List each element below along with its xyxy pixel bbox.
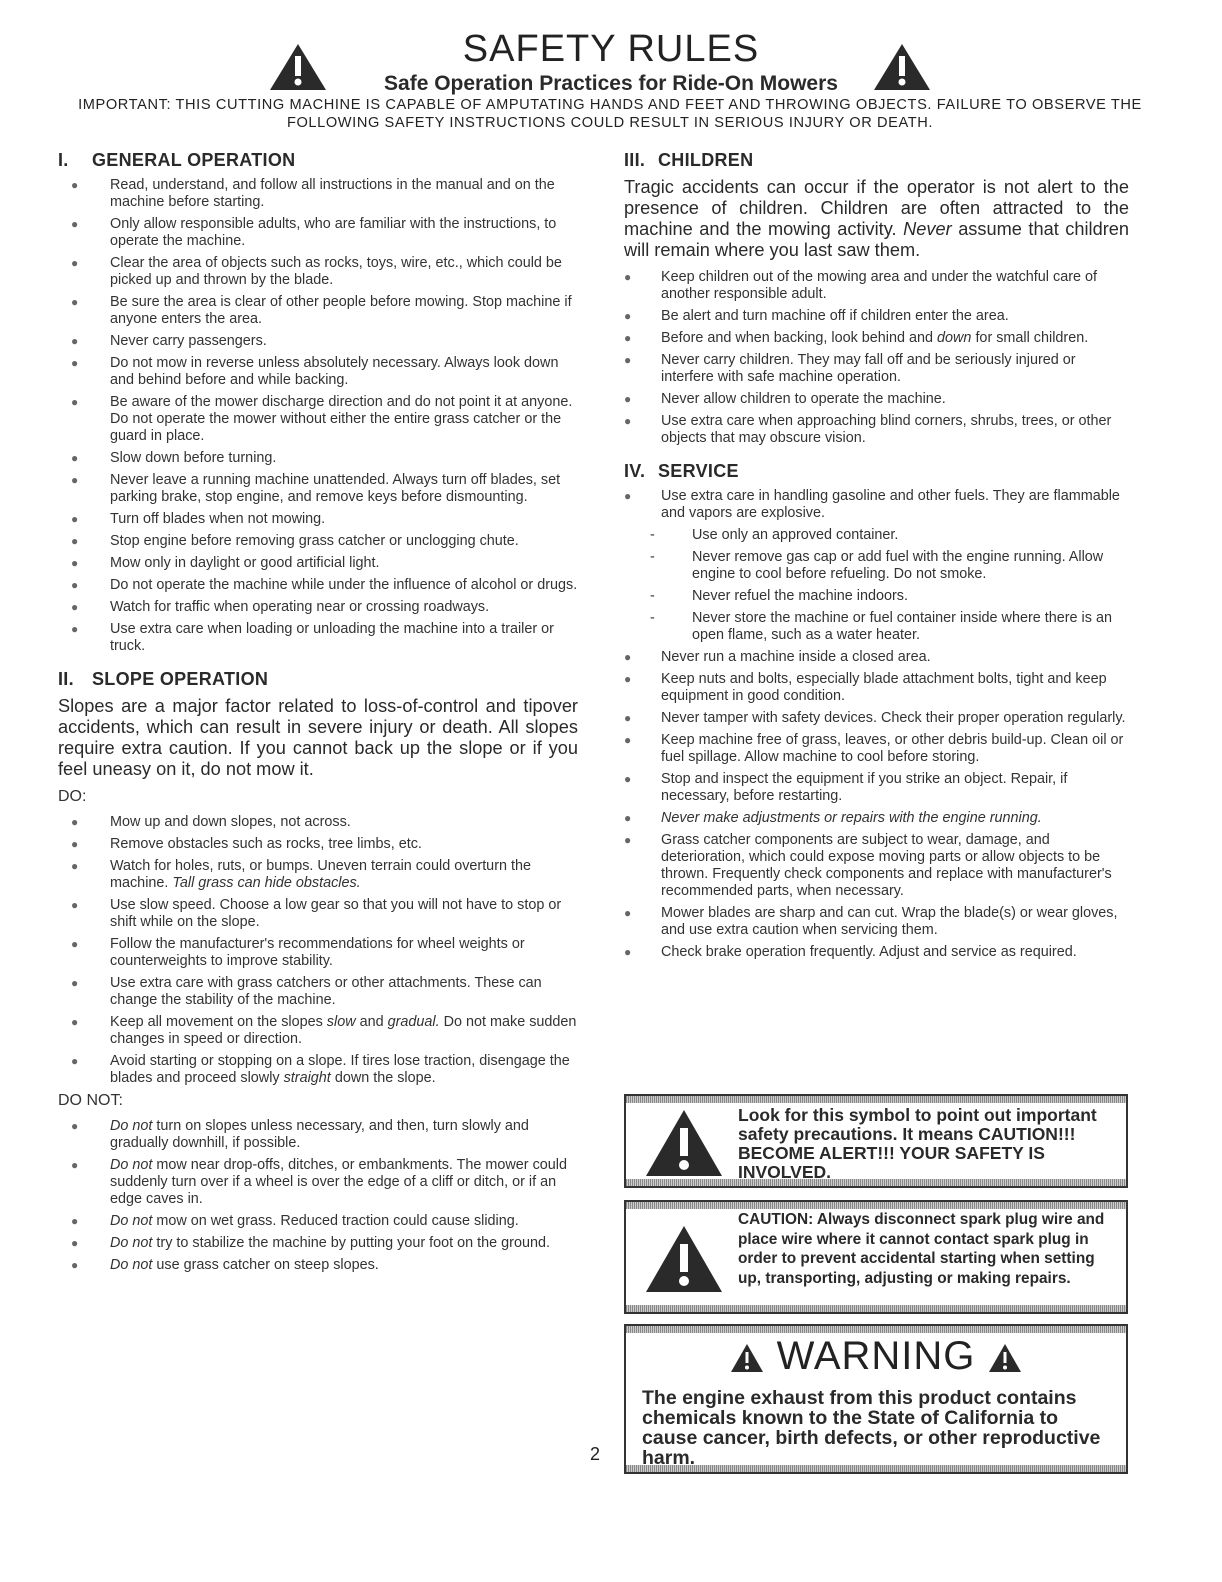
fuel-sublist — [624, 527, 1129, 644]
warning-box — [624, 1324, 1128, 1474]
list-item: ● Mow up and down slopes, not across. — [71, 814, 351, 830]
list-item: ● Stop engine before removing grass catcher or unclogging chute. — [71, 533, 519, 549]
warning-triangle-icon — [730, 1343, 764, 1373]
list-item: ● Keep children out of the mowing area and under the watchful care of another responsible adult. — [624, 269, 1097, 302]
list-item: ● Use slow speed. Choose a low gear so that you will not have to stop or shift while on the slope. — [71, 897, 562, 930]
list-item: ● Mow only in daylight or good artificial light. — [71, 555, 380, 571]
list-item: ● Do not mow in reverse unless absolutely necessary. Always look down and behind before and while backing. — [71, 355, 559, 388]
service-list — [624, 488, 1129, 522]
list-item: ● Mower blades are sharp and can cut. Wrap the blade(s) or wear gloves, and use extra caution when servicing them. — [624, 905, 1118, 938]
list-item: ● Never carry children. They may fall off and be seriously injured or interfere with safe machine operation. — [624, 352, 1076, 385]
list-item: ● Use extra care with grass catchers or other attachments. These can change the stability of the machine. — [71, 975, 542, 1008]
list-item: ● Do not use grass catcher on steep slopes. — [71, 1257, 379, 1273]
list-item: ● Never carry passengers. — [71, 333, 267, 349]
service-list — [624, 649, 1129, 961]
list-item: ● Read, understand, and follow all instructions in the manual and on the machine before starting. — [71, 177, 555, 210]
page-subtitle: Safe Operation Practices for Ride-On Mowers — [384, 72, 838, 95]
caution-text: CAUTION: Always disconnect spark plug wire and place wire where it cannot contact spark plug in order to prevent accidental starting when setting up, transporting, adjusting or making repairs. — [738, 1211, 1105, 1287]
warning-title-row — [626, 1334, 1126, 1379]
warning-title: WARNING — [776, 1334, 976, 1378]
list-item: ● Keep nuts and bolts, especially blade attachment bolts, tight and keep equipment in good condition. — [624, 671, 1107, 704]
list-item: ● Before and when backing, look behind and down for small children. — [624, 330, 1089, 346]
warning-triangle-icon — [644, 1108, 724, 1178]
section-heading: II. SLOPE OPERATION — [58, 669, 269, 689]
important-notice: IMPORTANT: THIS CUTTING MACHINE IS CAPABLE OF AMPUTATING HANDS AND FEET AND THROWING OBJECTS. FAILURE TO OBSERVE THE FOLLOWING SAFETY INSTRUCTIONS COULD RESULT IN SERIOUS INJURY OR DEATH. — [78, 97, 1142, 131]
list-item: - Never store the machine or fuel container inside where there is an open flame, such as a water heater. — [650, 610, 1112, 643]
list-item: ● Be alert and turn machine off if children enter the area. — [624, 308, 1009, 324]
children-list — [624, 269, 1129, 447]
list-item: ● Stop and inspect the equipment if you strike an object. Repair, if necessary, before restarting. — [624, 771, 1068, 804]
page-header — [0, 28, 1222, 102]
list-item: ● Do not operate the machine while under the influence of alcohol or drugs. — [71, 577, 578, 593]
list-item: ● Never run a machine inside a closed area. — [624, 649, 931, 665]
list-item: ● Keep machine free of grass, leaves, or other debris build-up. Clean oil or fuel spillage. Allow machine to cool before storing. — [624, 732, 1124, 765]
slope-operation-section — [58, 669, 578, 1274]
list-item: ● Never allow children to operate the machine. — [624, 391, 946, 407]
list-item: - Never refuel the machine indoors. — [650, 588, 908, 604]
list-item: ● Remove obstacles such as rocks, tree limbs, etc. — [71, 836, 422, 852]
do-list — [58, 814, 578, 1087]
symbol-notice-box — [624, 1094, 1128, 1188]
warning-triangle-icon — [644, 1224, 724, 1294]
general-operation-section — [58, 150, 578, 655]
list-item: ● Watch for traffic when operating near or crossing roadways. — [71, 599, 490, 615]
list-item: ● Watch for holes, ruts, or bumps. Uneven terrain could overturn the machine. Tall grass can hide obstacles. — [71, 858, 531, 891]
list-item: ● Do not mow on wet grass. Reduced traction could cause sliding. — [71, 1213, 519, 1229]
service-section — [624, 461, 1129, 961]
list-item: ● Do not try to stabilize the machine by putting your foot on the ground. — [71, 1235, 550, 1251]
do-not-label: DO NOT: — [58, 1092, 123, 1109]
general-list — [58, 177, 578, 655]
warning-triangle-icon — [872, 42, 932, 92]
slope-intro: Slopes are a major factor related to loss-of-control and tipover accidents, which can result in severe injury or death. All slopes require extra caution. If you cannot back up the slope or if you feel uneasy on it, do not mow it. — [58, 696, 578, 779]
left-column — [58, 150, 578, 1288]
list-item: ● Keep all movement on the slopes slow and gradual. Do not make sudden changes in speed or direction. — [71, 1014, 577, 1047]
caution-box — [624, 1200, 1128, 1314]
section-heading: I. GENERAL OPERATION — [58, 150, 296, 170]
right-column — [624, 150, 1129, 975]
children-section — [624, 150, 1129, 447]
page-title: SAFETY RULES — [462, 28, 760, 70]
list-item: ● Use extra care when loading or unloading the machine into a trailer or truck. — [71, 621, 554, 654]
list-item: ● Never tamper with safety devices. Check their proper operation regularly. — [624, 710, 1126, 726]
list-item: - Never remove gas cap or add fuel with the engine running. Allow engine to cool before refueling. Do not smoke. — [650, 549, 1104, 582]
list-item: ● Do not mow near drop-offs, ditches, or embankments. The mower could suddenly turn over if a wheel is over the edge of a cliff or ditch, or if an edge caves in. — [71, 1157, 567, 1207]
section-heading: III. CHILDREN — [624, 150, 754, 170]
list-item: ● Grass catcher components are subject to wear, damage, and deterioration, which could expose moving parts or allow objects to be thrown. Frequently check components and replace with manufacturer's recommended parts, when necessary. — [624, 832, 1112, 899]
warning-triangle-icon — [988, 1343, 1022, 1373]
list-item: ● Avoid starting or stopping on a slope. If tires lose traction, disengage the blades and proceed slowly straight down the slope. — [71, 1053, 570, 1086]
list-item: ● Use extra care in handling gasoline and other fuels. They are flammable and vapors are explosive. — [624, 488, 1120, 521]
list-item: ● Clear the area of objects such as rocks, toys, wire, etc., which could be picked up and thrown by the blade. — [71, 255, 562, 288]
list-item: ● Do not turn on slopes unless necessary, and then, turn slowly and gradually downhill, if possible. — [71, 1118, 529, 1151]
list-item: - Use only an approved container. — [650, 527, 899, 543]
page-number: 2 — [590, 1444, 601, 1464]
do-not-list — [58, 1118, 578, 1274]
list-item: ● Slow down before turning. — [71, 450, 277, 466]
list-item: ● Never leave a running machine unattended. Always turn off blades, set parking brake, stop engine, and remove keys before dismounting. — [71, 472, 561, 505]
list-item: ● Check brake operation frequently. Adjust and service as required. — [624, 944, 1077, 960]
do-label: DO: — [58, 788, 87, 805]
list-item: ● Be aware of the mower discharge direction and do not point it at anyone. Do not operate the mower without either the entire grass catcher or the guard in place. — [71, 394, 573, 444]
list-item: ● Be sure the area is clear of other people before mowing. Stop machine if anyone enters the area. — [71, 294, 572, 327]
list-item: ● Turn off blades when not mowing. — [71, 511, 326, 527]
list-item: ● Follow the manufacturer's recommendations for wheel weights or counterweights to improve stability. — [71, 936, 525, 969]
list-item: ● Only allow responsible adults, who are familiar with the instructions, to operate the machine. — [71, 216, 557, 249]
children-intro: Tragic accidents can occur if the operator is not alert to the presence of children. Children are often attracted to the machine and the mowing activity. Never assume that children will remain where you last saw them. — [624, 177, 1130, 260]
warning-body: The engine exhaust from this product contains chemicals known to the State of California to cause cancer, birth defects, or other reproductive harm. — [642, 1387, 1101, 1469]
list-item: ● Never make adjustments or repairs with the engine running. — [624, 810, 1042, 826]
section-heading: IV. SERVICE — [624, 461, 739, 481]
warning-triangle-icon — [268, 42, 328, 92]
symbol-notice-text: Look for this symbol to point out important safety precautions. It means CAUTION!!! BECOME ALERT!!! YOUR SAFETY IS INVOLVED. — [738, 1105, 1097, 1182]
list-item: ● Use extra care when approaching blind corners, shrubs, trees, or other objects that may obscure vision. — [624, 413, 1112, 446]
